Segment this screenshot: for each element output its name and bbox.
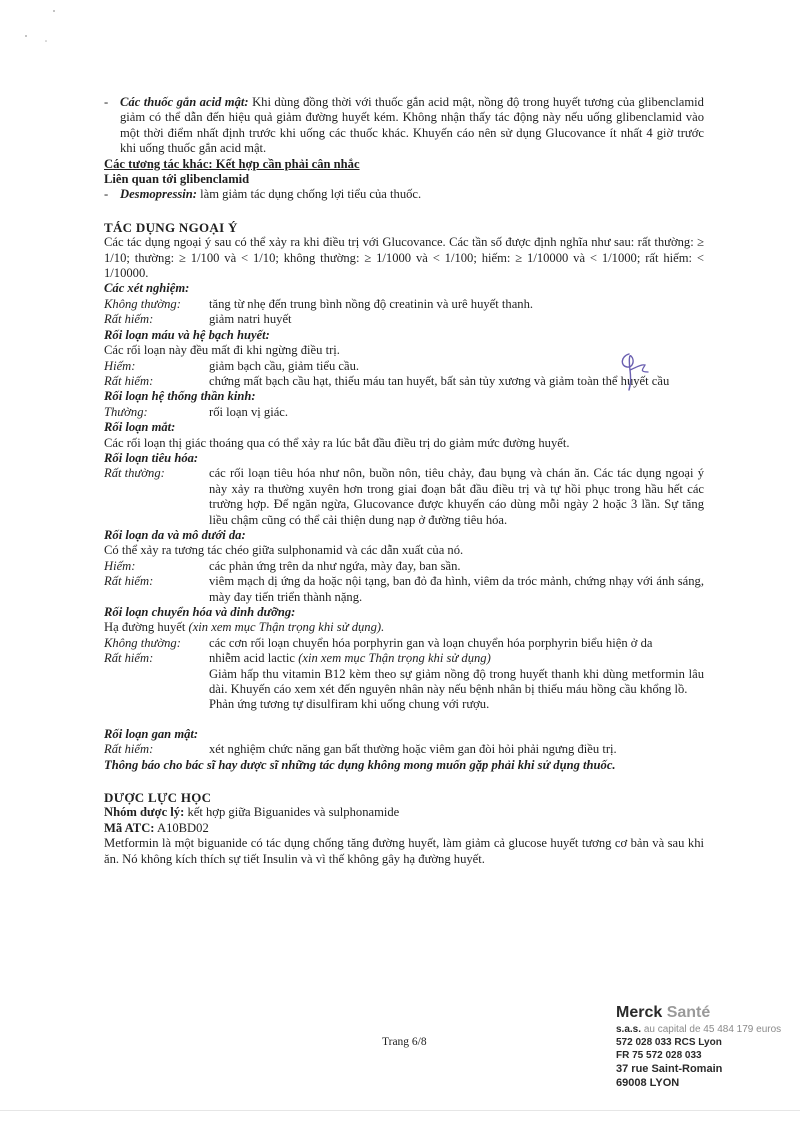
effect-text: chứng mất bạch cầu hạt, thiếu máu tan huyết, bất sản tủy xương và giảm toàn thể huyết cầu	[209, 373, 670, 388]
pharmacologic-group	[104, 805, 704, 820]
stamp-capital: au capital de 45 484 179 euros	[643, 1024, 782, 1035]
handwritten-initial-mark	[617, 350, 651, 396]
effect-text: tăng từ nhẹ đến trung bình nồng độ creatinin và urê huyết thanh.	[209, 296, 534, 311]
frequency-label: Không thường:	[104, 635, 181, 650]
frequency-label: Thường:	[104, 404, 148, 419]
eye-disorders-note: Các rối loạn thị giác thoáng qua có thể xảy ra lúc bắt đầu điều trị do giảm mức đường huyết.	[104, 435, 570, 450]
vitamin-b12-text: Giảm hấp thu vitamin B12 kèm theo sự giảm nồng độ trong huyết thanh khi dùng metformin lâu dài. Khuyến cáo xem xét đến nguyên nhân này nếu bệnh nhân bị thiếu máu hồng cầu khổng lồ.	[209, 666, 704, 697]
scan-bottom-edge	[0, 1110, 800, 1111]
skin-disorders-title: Rối loạn da và mô dưới da:	[104, 527, 246, 542]
effect-text: viêm mạch dị ứng da hoặc nội tạng, ban đỏ đa hình, viêm da tróc mảnh, chứng nhạy với ánh sáng, mày đay tiến triển thành nặng.	[209, 574, 704, 604]
effect-text: giảm bạch cầu, giảm tiểu cầu.	[209, 358, 360, 373]
adverse-intro: Các tác dụng ngoại ý sau có thể xảy ra khi điều trị với Glucovance. Các tần số được định nghĩa như sau: rất thường: ≥ 1/10; thường: ≥ 1/100 và < 1/10; không thường: ≥ 1/1000 và < 1/100; hiếm: ≥ 1/10000 và < 1/1000; rất hiếm: < 1/10000.	[104, 235, 704, 281]
bullet-dash: -	[104, 95, 109, 109]
lactic-acidosis-line	[209, 651, 704, 666]
lab-row	[104, 312, 704, 327]
stamp-vat: FR 75 572 028 033	[616, 1050, 702, 1061]
effect-text: xét nghiệm chức năng gan bất thường hoặc viêm gan đòi hỏi phải ngưng điều trị.	[209, 742, 617, 757]
metabolism-disorders-title: Rối loạn chuyển hóa và dinh dưỡng:	[104, 605, 296, 619]
group-label: Nhóm dược lý:	[104, 805, 185, 820]
stamp-capital-line	[616, 1023, 796, 1036]
page-number: Trang 6/8	[382, 1036, 427, 1048]
pharmacodynamics-heading: DƯỢC LỰC HỌC	[104, 790, 212, 806]
bile-acid-title: Các thuốc gắn acid mật:	[120, 95, 249, 109]
report-notice: Thông báo cho bác sĩ hay dược sĩ những tác dụng không mong muốn gặp phải khi sử dụng thuốc.	[104, 757, 616, 772]
gi-row	[104, 466, 704, 528]
scan-speck-marks	[24, 8, 64, 52]
company-stamp	[616, 1003, 796, 1090]
effect-text: các phản ứng trên da như ngứa, mày đay, ban sần.	[209, 558, 461, 573]
desmopressin-item	[104, 187, 704, 202]
frequency-label: Rất hiếm:	[104, 574, 154, 589]
frequency-label: Rất thường:	[104, 466, 165, 481]
effect-text: rối loạn vị giác.	[209, 404, 289, 419]
stamp-rcs: 572 028 033 RCS Lyon	[616, 1037, 722, 1048]
hypoglycemia-text: Hạ đường huyết	[104, 620, 186, 635]
skin-row	[104, 559, 704, 574]
frequency-label: Hiếm:	[104, 558, 136, 573]
metabolism-row	[104, 636, 704, 651]
gi-disorders-title: Rối loạn tiêu hóa:	[104, 450, 199, 465]
stamp-brand	[616, 1003, 796, 1023]
frequency-label: Rất hiếm:	[104, 373, 154, 388]
frequency-label: Không thường:	[104, 296, 181, 311]
see-precautions-ref: (xin xem mục Thận trọng khi sử dụng)	[298, 651, 491, 666]
frequency-label: Rất hiếm:	[104, 651, 154, 666]
frequency-label: Rất hiếm:	[104, 312, 154, 327]
effect-text: các cơn rối loạn chuyển hóa porphyrin gan và loạn chuyển hóa porphyrin biểu hiện ở da	[209, 635, 653, 650]
frequency-label: Rất hiếm:	[104, 742, 154, 757]
brand-merck: Merck	[616, 1004, 663, 1021]
disulfiram-text: Phản ứng tương tự disulfiram khi uống chung với rượu.	[209, 697, 490, 712]
pharmacodynamics-body: Metformin là một biguanide có tác dụng chống tăng đường huyết, làm giảm cả glucose huyết tương cơ bản và sau khi ăn. Nó không kích thích sự tiết Insulin và vì thế không gây hạ đường huyết.	[104, 836, 704, 866]
other-interactions-heading: Các tương tác khác: Kết hợp cần phải cân nhắc	[104, 156, 360, 171]
stamp-street: 37 rue Saint-Romain	[616, 1063, 723, 1075]
see-precautions-ref: (xin xem mục Thận trọng khi sử dụng).	[188, 620, 385, 635]
skin-disorders-note: Có thể xảy ra tương tác chéo giữa sulphonamid và các dẫn xuất của nó.	[104, 543, 464, 558]
liver-disorders-title: Rối loạn gan mật:	[104, 726, 199, 741]
bullet-dash: -	[104, 187, 109, 202]
frequency-label: Hiếm:	[104, 358, 136, 373]
stamp-sas: s.a.s.	[616, 1024, 642, 1035]
blood-disorders-note: Các rối loạn này đều mất đi khi ngừng điều trị.	[104, 343, 340, 358]
blood-row	[104, 359, 704, 374]
lactic-acidosis-text: nhiễm acid lactic	[209, 651, 296, 666]
brand-sante: Santé	[666, 1004, 711, 1021]
metabolism-note	[104, 620, 704, 635]
effect-text: giảm natri huyết	[209, 312, 292, 327]
lab-tests-title: Các xét nghiệm:	[104, 281, 190, 296]
eye-disorders-title: Rối loạn mắt:	[104, 420, 176, 435]
desmopressin-text: làm giảm tác dụng chống lợi tiểu của thuốc.	[200, 187, 422, 202]
lab-row	[104, 297, 704, 312]
metabolism-row	[104, 651, 704, 713]
nervous-disorders-title: Rối loạn hệ thống thần kinh:	[104, 389, 256, 404]
effect-text: các rối loạn tiêu hóa như nôn, buồn nôn, tiêu chảy, đau bụng và chán ăn. Các tác dụng ngoại ý này xảy ra thường xuyên hơn trong giai đoạn bắt đầu điều trị và tự hồi phục trong hầu hết các trường hợp. Để ngăn ngừa, Glucovance được khuyến cáo dùng mỗi ngày 2 hoặc 3 lần. Sự tăng liều chậm cũng có thể cải thiện dung nạp ở đường tiêu hóa.	[209, 466, 704, 527]
glibenclamid-heading: Liên quan tới glibenclamid	[104, 172, 250, 187]
blood-disorders-title: Rối loạn máu và hệ bạch huyết:	[104, 327, 270, 342]
group-text: kết hợp giữa Biguanides và sulphonamide	[187, 805, 400, 820]
desmopressin-title: Desmopressin:	[120, 187, 197, 202]
adverse-effects-heading: TÁC DỤNG NGOẠI Ý	[104, 219, 238, 235]
atc-label: Mã ATC:	[104, 820, 155, 835]
nerve-row	[104, 405, 704, 420]
stamp-city: 69008 LYON	[616, 1077, 680, 1089]
blood-row	[104, 374, 704, 389]
atc-code	[104, 821, 704, 836]
liver-row	[104, 742, 704, 757]
atc-text: A10BD02	[156, 820, 209, 835]
skin-row	[104, 574, 704, 605]
document-body	[104, 95, 704, 867]
bile-acid-item	[104, 95, 704, 157]
bile-acid-text: Khi dùng đồng thời với thuốc gắn acid mật, nồng độ trong huyết tương của glibenclamid giảm có thể dẫn đến hiệu quả giảm đường huyết kém. Không nhận thấy tác động này nếu uống glibenclamid vào một thời điểm nhất định trước khi uống các thuốc khác. Khuyến cáo nên sử dụng Glucovance ít nhất 4 giờ trước khi uống thuốc gắn acid mật.	[120, 95, 704, 156]
